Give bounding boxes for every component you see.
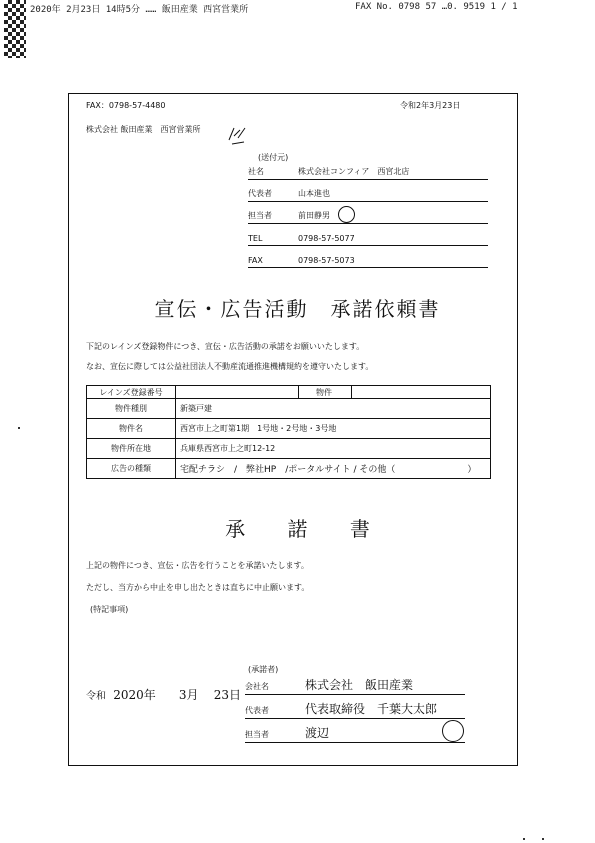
consent-date xyxy=(86,686,241,703)
signer-rep-line xyxy=(245,702,465,719)
signer-rep-label: 代表者 xyxy=(245,706,269,715)
scan-speck xyxy=(523,838,525,840)
fax-header-right: FAX No. 0798 57 …0. 9519 1 / 1 xyxy=(355,2,518,12)
intro-line-2: なお、宣伝に際しては公益社団法人不動産流通推進機構規約を遵守いたします。 xyxy=(86,362,374,371)
property-table xyxy=(86,385,491,479)
recipient-rep-value: 山本進也 xyxy=(298,189,330,198)
property-name-label: 物件名 xyxy=(87,419,176,439)
ad-type-value: 宅配チラシ / 弊社HP /ポータルサイト / その他（ ） xyxy=(176,459,491,479)
sender-fax: FAX：0798-57-4480 xyxy=(86,101,166,110)
consent-line-1: 上記の物件につき、宣伝・広告を行うことを承諾いたします。 xyxy=(86,561,309,570)
consent-date-year: 2020年 xyxy=(113,688,156,702)
recipient-contact-value: 前田静男 xyxy=(298,211,330,220)
recipient-contact-label: 担当者 xyxy=(248,211,272,220)
reins-number-label: レインズ登録番号 xyxy=(87,386,176,399)
consent-line-2: ただし、当方から中止を申し出たときは直ちに中止願います。 xyxy=(86,583,310,592)
table-row xyxy=(87,439,491,459)
recipient-fax-line xyxy=(248,252,488,268)
signer-seal-stamp xyxy=(442,720,464,742)
signer-contact-value: 渡辺 xyxy=(305,726,330,740)
recipient-company-line xyxy=(248,164,488,180)
recipient-tel-label: TEL xyxy=(248,234,263,243)
document-date: 令和2年3月23日 xyxy=(400,101,461,110)
ad-type-label: 広告の種類 xyxy=(87,459,176,479)
consent-title-char-2: 諾 xyxy=(287,517,308,541)
consent-title-char-3: 書 xyxy=(349,517,370,541)
signer-label: (承諾者) xyxy=(248,665,279,674)
property-mid-label: 物件 xyxy=(316,388,332,397)
recipient-label: (送付元) xyxy=(258,153,289,162)
reins-number-value xyxy=(176,386,491,399)
property-type-label: 物件種別 xyxy=(87,399,176,419)
recipient-tel-value: 0798-57-5077 xyxy=(298,234,355,243)
table-row xyxy=(87,459,491,479)
signer-company-line xyxy=(245,678,465,695)
table-row xyxy=(87,399,491,419)
signer-rep-value: 代表取締役 千葉大太郎 xyxy=(305,702,438,716)
table-row xyxy=(87,386,491,399)
sender-handwritten-mark xyxy=(226,124,248,146)
recipient-seal-stamp xyxy=(338,206,355,223)
sender-company: 株式会社 飯田産業 西宮営業所 xyxy=(86,125,201,134)
recipient-fax-label: FAX xyxy=(248,256,263,265)
table-row xyxy=(87,419,491,439)
property-name-value: 西宮市上之町第1期 1号地・2号地・3号地 xyxy=(176,419,491,439)
intro-line-1: 下記のレインズ登録物件につき、宣伝・広告活動の承諾をお願いいたします。 xyxy=(86,342,365,351)
special-notes-label: (特記事項) xyxy=(90,605,129,614)
consent-date-day: 23日 xyxy=(213,688,242,702)
scan-speck xyxy=(542,838,544,840)
recipient-company-value: 株式会社コンフィア 西宮北店 xyxy=(298,167,410,176)
consent-title xyxy=(0,513,595,542)
consent-date-era: 令和 xyxy=(86,691,106,702)
consent-date-month: 3月 xyxy=(178,688,199,702)
document-title: 宣伝・広告活動 承諾依頼書 xyxy=(154,297,441,321)
signer-company-label: 会社名 xyxy=(245,682,269,691)
signer-contact-line xyxy=(245,726,465,743)
signer-company-value: 株式会社 飯田産業 xyxy=(305,678,414,692)
fax-header-left: 2020年 2月23日 14時5分 …… 飯田産業 西宮営業所 xyxy=(30,5,249,15)
recipient-contact-line xyxy=(248,208,488,224)
recipient-rep-label: 代表者 xyxy=(248,189,272,198)
property-type-value: 新築戸建 xyxy=(176,399,491,419)
property-address-label: 物件所在地 xyxy=(87,439,176,459)
property-address-value: 兵庫県西宮市上之町12-12 xyxy=(176,439,491,459)
recipient-company-label: 社名 xyxy=(248,167,264,176)
consent-title-char-1: 承 xyxy=(225,517,246,541)
recipient-rep-line xyxy=(248,186,488,202)
fax-pattern xyxy=(4,0,26,58)
scan-speck xyxy=(18,427,20,429)
signer-contact-label: 担当者 xyxy=(245,730,269,739)
recipient-tel-line xyxy=(248,230,488,246)
recipient-fax-value: 0798-57-5073 xyxy=(298,256,355,265)
